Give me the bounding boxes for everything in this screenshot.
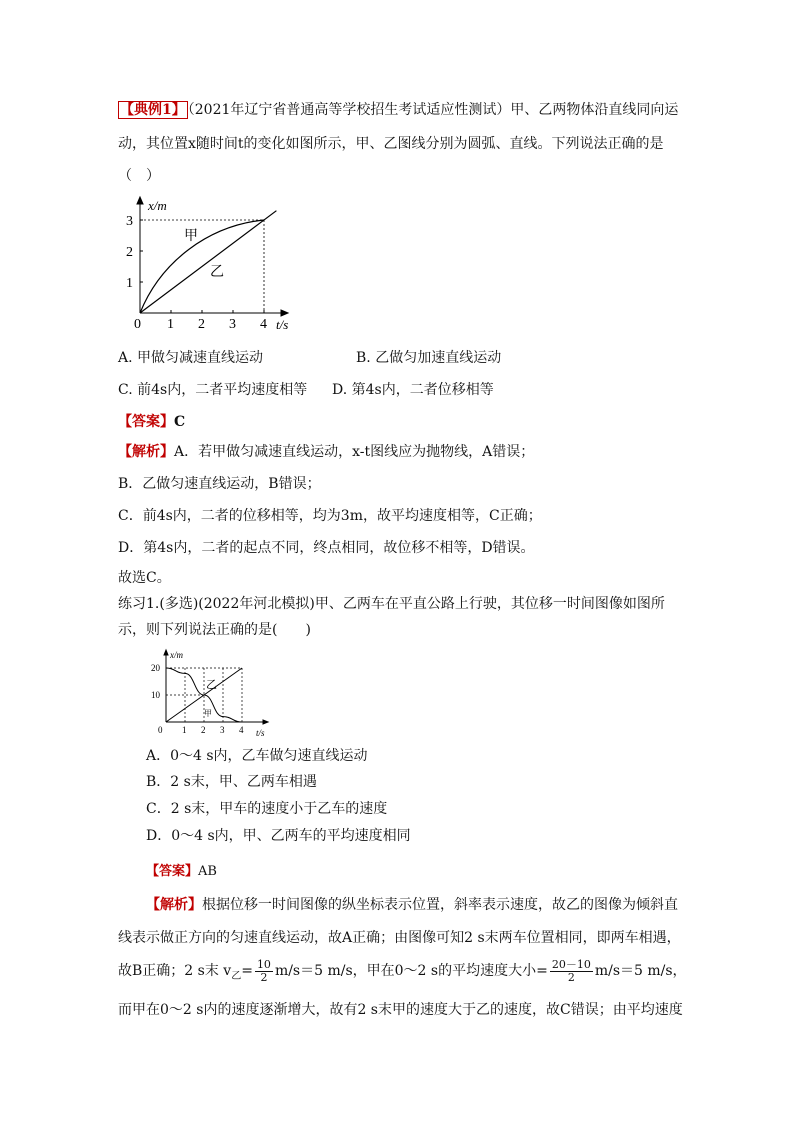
x-tick-label: 3: [220, 725, 225, 735]
frac1-denominator: 2: [260, 970, 268, 984]
example1-option-a: A. 甲做匀减速直线运动: [118, 350, 264, 366]
example1-blank: （ ）: [118, 168, 160, 184]
fraction-20-minus-10-over-2: [550, 959, 593, 984]
exercise1-analysis-line1: [146, 895, 678, 915]
y-tick-label: 3: [126, 214, 133, 229]
x-tick-label: 0: [134, 317, 141, 332]
frac1-numerator: 10: [256, 957, 271, 971]
exercise1-answer-tag: 【答案】: [146, 864, 199, 879]
exercise1-analysis-tag: 【解析】: [146, 897, 202, 913]
frac2-denominator: 2: [567, 970, 575, 984]
example1-chart: [118, 192, 298, 334]
exercise1-option-a: A．0～4 s内，乙车做匀速直线运动: [146, 748, 368, 764]
example1-stem-line1: [118, 100, 678, 120]
y-axis-arrow: [137, 197, 143, 204]
example1-answer-value: C: [174, 414, 186, 430]
exercise1-answer: [146, 862, 217, 882]
x-axis-label: t/s: [256, 728, 265, 738]
example1-analysis-line4: D．第4s内，二者的起点不同，终点相同，故位移不相等，D错误。: [118, 540, 535, 556]
exercise1-analysis-line4: 而甲在0～2 s内的速度逐渐增大，故有2 s末甲的速度大于乙的速度，故C错误；由平均速度: [118, 1002, 683, 1018]
x-tick-label: 3: [229, 317, 236, 332]
example1-stem-line2: 动，其位置x随时间t的变化如图所示，甲、乙图线分别为圆弧、直线。下列说法正确的是: [118, 136, 664, 152]
example1-option-d: D. 第4s内，二者位移相等: [332, 382, 494, 398]
series-yi-line: [140, 211, 276, 313]
x-axis-arrow: [281, 310, 288, 316]
example1-analysis-line1: [118, 442, 534, 462]
series-label-jia: 甲: [204, 709, 212, 718]
analysis3-subscript: 乙: [231, 970, 242, 982]
y-axis-arrow: [164, 650, 168, 655]
y-tick-label: 1: [126, 276, 133, 291]
frac2-numerator: 20－10: [551, 957, 591, 971]
example1-tag: 【典例1】: [120, 102, 186, 118]
x-axis-label: t/s: [276, 317, 289, 332]
x-axis-arrow: [263, 720, 268, 724]
exercise1-option-b: B．2 s末，甲、乙两车相遇: [146, 774, 317, 790]
exercise1-stem-line1: 练习1.(多选)(2022年河北模拟)甲、乙两车在平直公路上行驶，其位移一时间图像如图所: [118, 596, 665, 612]
example1-answer: [118, 412, 185, 432]
example1-analysis-line2: B．乙做匀速直线运动，B错误；: [118, 476, 321, 492]
analysis3-equals2: =: [536, 963, 548, 979]
y-tick-label: 20: [151, 663, 160, 673]
example1-stem-text1: （2021年辽宁省普通高等学校招生考试适应性测试）甲、乙两物体沿直线同向运: [187, 102, 679, 118]
y-tick-label: 2: [126, 245, 133, 260]
exercise1-analysis-line3: [118, 958, 687, 990]
y-axis-label: x/m: [170, 650, 183, 660]
x-tick-label: 4: [239, 725, 244, 735]
x-tick-label: 1: [167, 317, 174, 332]
fraction-10-over-2: [255, 959, 273, 984]
exercise1-analysis-line2: 线表示做正方向的匀速直线运动，故A正确；由图像可知2 s末两车位置相同，即两车相遇，: [118, 930, 681, 946]
analysis3-equals1: =: [241, 963, 253, 979]
example1-option-c: C. 前4s内，二者平均速度相等: [118, 382, 308, 398]
example1-option-b: B. 乙做匀加速直线运动: [356, 350, 502, 366]
example1-analysis-text: A．若甲做匀减速直线运动，x-t图线应为抛物线，A错误；: [174, 444, 535, 460]
analysis3-part-e: m/s＝5 m/s，: [594, 963, 687, 979]
x-tick-label: 1: [182, 725, 187, 735]
exercise1-option-c: C．2 s末，甲车的速度小于乙车的速度: [146, 801, 388, 817]
x-tick-label: 2: [201, 725, 206, 735]
exercise1-stem-line2: 示，则下列说法正确的是( ): [118, 622, 311, 638]
analysis3-part-c: m/s＝5 m/s，甲在0～2 s的平均速度大小: [274, 963, 537, 979]
x-tick-label: 4: [260, 317, 267, 332]
series-label-yi: 乙: [210, 265, 224, 280]
exercise1-option-d: D．0～4 s内，甲、乙两车的平均速度相同: [146, 828, 411, 844]
example1-analysis-line3: C．前4s内，二者的位移相等，均为3m，故平均速度相等，C正确；: [118, 508, 542, 524]
series-label-yi: 乙: [206, 679, 217, 691]
exercise1-chart: [146, 648, 276, 740]
x-tick-label: 0: [158, 725, 163, 735]
exercise1-analysis-text1: 根据位移一时间图像的纵坐标表示位置，斜率表示速度，故乙的图像为倾斜直: [202, 897, 678, 913]
exercise1-answer-value: AB: [198, 864, 217, 879]
example1-analysis-tag: 【解析】: [118, 444, 174, 460]
x-tick-label: 2: [198, 317, 205, 332]
y-axis-label: x/m: [148, 198, 167, 213]
example1-conclusion: 故选C。: [118, 570, 171, 586]
example1-answer-tag: 【答案】: [118, 414, 174, 430]
y-tick-label: 10: [151, 690, 160, 700]
analysis3-part-a: 故B正确；2 s末 v: [118, 963, 232, 979]
series-label-jia: 甲: [184, 229, 198, 244]
